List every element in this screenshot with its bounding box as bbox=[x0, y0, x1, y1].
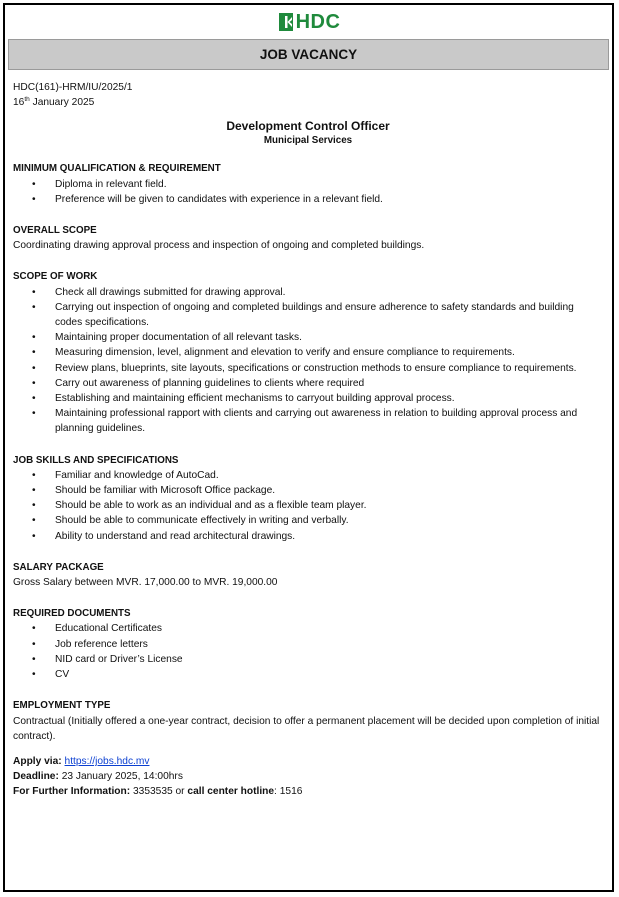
list-item: • Diploma in relevant field. bbox=[13, 177, 603, 192]
list-item: • CV bbox=[13, 667, 603, 682]
deadline-row bbox=[13, 769, 603, 784]
list-item: • Establishing and maintaining efficient mechanisms to carryout building approval process. bbox=[13, 391, 603, 406]
apply-row bbox=[13, 754, 603, 769]
list-item: • Ability to understand and read architectural drawings. bbox=[13, 529, 603, 544]
deadline-value: 23 January 2025, 14:00hrs bbox=[61, 771, 183, 783]
further-info-row bbox=[13, 784, 603, 799]
info-or: or bbox=[175, 786, 185, 798]
hotline-number: 1516 bbox=[279, 786, 303, 798]
list-item: • Job reference letters bbox=[13, 637, 603, 652]
section-heading: EMPLOYMENT TYPE bbox=[13, 700, 111, 712]
hdc-logo bbox=[0, 10, 619, 34]
section-heading: SCOPE OF WORK bbox=[13, 271, 98, 283]
further-info-label: For Further Information: bbox=[13, 786, 131, 798]
list-item: • Carry out awareness of planning guidelines to clients where required bbox=[13, 376, 603, 391]
date-suffix: th bbox=[24, 96, 30, 104]
skills-list bbox=[13, 468, 603, 544]
hotline-colon: : bbox=[274, 786, 277, 798]
list-item: • Should be able to communicate effectively in writing and verbally. bbox=[13, 513, 603, 528]
employment-section bbox=[13, 698, 603, 744]
hotline-label: call center hotline bbox=[187, 786, 275, 798]
vacancy-content bbox=[13, 80, 603, 800]
overall-scope-text: Coordinating drawing approval process and inspection of ongoing and completed buildings. bbox=[13, 240, 425, 252]
apply-link[interactable]: https://jobs.hdc.mv bbox=[64, 755, 150, 767]
list-item: • Carrying out inspection of ongoing and completed buildings and ensure adherence to safety standards and building codes specifications. bbox=[13, 300, 603, 330]
qualification-section bbox=[13, 161, 603, 207]
section-heading: SALARY PACKAGE bbox=[13, 561, 104, 573]
overall-scope-section bbox=[13, 223, 603, 253]
documents-list bbox=[13, 621, 603, 682]
list-item: • NID card or Driver’s License bbox=[13, 652, 603, 667]
scope-of-work-list bbox=[13, 285, 603, 437]
apply-label: Apply via: bbox=[13, 755, 62, 767]
scope-of-work-section bbox=[13, 269, 603, 436]
date-day: 16 bbox=[13, 97, 25, 109]
list-item: • Measuring dimension, level, alignment and elevation to verify and ensure compliance to requirements. bbox=[13, 345, 603, 360]
salary-section bbox=[13, 560, 603, 590]
list-item: • Review plans, blueprints, site layouts, specifications or construction methods to ensure compliance to requirements. bbox=[13, 361, 603, 376]
list-item: • Check all drawings submitted for drawing approval. bbox=[13, 285, 603, 300]
hdc-logo-mark-icon bbox=[279, 13, 293, 31]
skills-section bbox=[13, 453, 603, 544]
banner-title: JOB VACANCY bbox=[259, 47, 358, 62]
section-heading: JOB SKILLS AND SPECIFICATIONS bbox=[13, 454, 179, 466]
deadline-label: Deadline: bbox=[13, 771, 59, 783]
employment-text: Contractual (Initially offered a one-year contract, decision to offer a permanent placement will be decided upon completion of initial contract). bbox=[13, 715, 600, 742]
reference-number: HDC(161)-HRM/IU/2025/1 bbox=[13, 82, 133, 93]
documents-section bbox=[13, 606, 603, 682]
qualification-list bbox=[13, 177, 603, 207]
post-department: Municipal Services bbox=[263, 135, 353, 147]
list-item: • Should be able to work as an individual and as a flexible team player. bbox=[13, 498, 603, 513]
job-vacancy-banner bbox=[8, 39, 609, 70]
logo-text: HDC bbox=[295, 11, 341, 33]
list-item: • Familiar and knowledge of AutoCad. bbox=[13, 468, 603, 483]
section-heading: OVERALL SCOPE bbox=[13, 225, 97, 237]
list-item: • Educational Certificates bbox=[13, 621, 603, 636]
salary-text: Gross Salary between MVR. 17,000.00 to MVR. 19,000.00 bbox=[13, 577, 278, 589]
apply-section bbox=[13, 754, 603, 800]
announcement-date bbox=[13, 95, 603, 110]
date-rest: January 2025 bbox=[29, 97, 95, 109]
info-phone: 3353535 bbox=[133, 786, 173, 798]
list-item: • Preference will be given to candidates with experience in a relevant field. bbox=[13, 192, 603, 207]
post-title: Development Control Officer bbox=[226, 119, 390, 134]
list-item: • Maintaining proper documentation of all relevant tasks. bbox=[13, 330, 603, 345]
section-heading: REQUIRED DOCUMENTS bbox=[13, 608, 131, 620]
list-item: • Should be familiar with Microsoft Office package. bbox=[13, 483, 603, 498]
list-item: • Maintaining professional rapport with clients and carrying out awareness in relation to building approval process and planning guidelines. bbox=[13, 406, 603, 436]
section-heading: MINIMUM QUALIFICATION & REQUIREMENT bbox=[13, 163, 221, 175]
